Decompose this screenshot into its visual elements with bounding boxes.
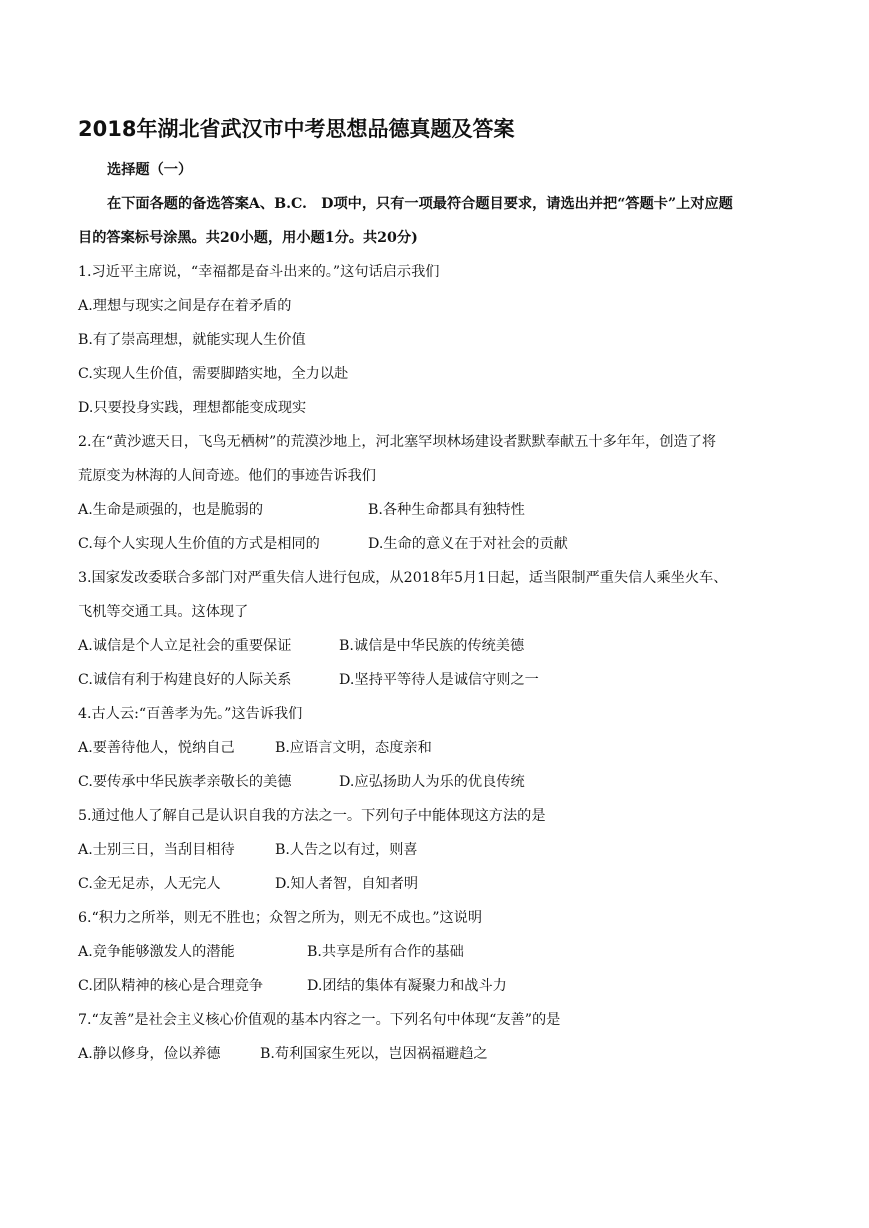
section-heading: 选择题（一） xyxy=(107,162,193,178)
question-2-stem-line-1: 2.在“黄沙遮天日，飞鸟无栖树”的荒漠沙地上，河北塞罕坝林场建设者默默奉献五十多年年，创造了将 xyxy=(78,434,717,450)
question-6-option-a: A.竞争能够激发人的潜能 xyxy=(78,944,235,960)
question-4-option-row-2 xyxy=(78,772,818,792)
question-2-stem-line-2: 荒原变为林海的人间奇迹。他们的事迹告诉我们 xyxy=(78,468,376,484)
question-4-stem: 4.古人云:“百善孝为先。”这告诉我们 xyxy=(78,706,303,722)
question-7-option-b: B.苟利国家生死以，岂因祸福避趋之 xyxy=(260,1046,488,1062)
question-4-option-b: B.应语言文明，态度亲和 xyxy=(275,740,432,756)
question-4-option-a: A.要善待他人，悦纳自己 xyxy=(78,740,235,756)
question-3-option-d: D.坚持平等待人是诚信守则之一 xyxy=(339,672,539,688)
question-5-option-a: A.士别三日，当刮目相待 xyxy=(78,842,235,858)
question-6-option-row-1 xyxy=(78,942,818,962)
question-6-option-d: D.团结的集体有凝聚力和战斗力 xyxy=(307,978,507,994)
question-6-option-c: C.团队精神的核心是合理竞争 xyxy=(78,978,264,994)
question-1-stem: 1.习近平主席说，“幸福都是奋斗出来的。”这句话启示我们 xyxy=(78,264,440,280)
question-3-option-row-2 xyxy=(78,670,818,690)
question-2-option-row-2 xyxy=(78,534,818,554)
question-2-option-d: D.生命的意义在于对社会的贡献 xyxy=(368,536,568,552)
instructions-line-2: 目的答案标号涂黑。共20小题，用小题1分。共20分) xyxy=(78,230,418,246)
question-4-option-c: C.要传承中华民族孝亲敬长的美德 xyxy=(78,774,292,790)
question-6-stem: 6.“积力之所举，则无不胜也；众智之所为，则无不成也。”这说明 xyxy=(78,910,483,926)
question-6-option-row-2 xyxy=(78,976,818,996)
question-7-option-row-1 xyxy=(78,1044,818,1064)
question-2-option-a: A.生命是顽强的，也是脆弱的 xyxy=(78,502,264,518)
question-5-option-row-1 xyxy=(78,840,818,860)
question-1-option-d: D.只要投身实践，理想都能变成现实 xyxy=(78,400,307,416)
question-7-stem: 7.“友善”是社会主义核心价值观的基本内容之一。下列名句中体现“友善”的是 xyxy=(78,1012,561,1028)
question-5-option-b: B.人告之以有过，则喜 xyxy=(275,842,418,858)
question-2-option-c: C.每个人实现人生价值的方式是相同的 xyxy=(78,536,320,552)
question-3-stem-line-1: 3.国家发改委联合多部门对严重失信人进行包成，从2018年5月1日起，适当限制严重失信人乘坐火车、 xyxy=(78,570,728,586)
question-4-option-d: D.应弘扬助人为乐的优良传统 xyxy=(339,774,525,790)
question-5-stem: 5.通过他人了解自己是认识自我的方法之一。下列句子中能体现这方法的是 xyxy=(78,808,546,824)
page-title: 2018年湖北省武汉市中考思想品德真题及答案 xyxy=(78,117,515,141)
question-3-option-b: B.诚信是中华民族的传统美德 xyxy=(339,638,525,654)
question-7-option-a: A.静以修身，俭以养德 xyxy=(78,1046,221,1062)
question-3-option-a: A.诚信是个人立足社会的重要保证 xyxy=(78,638,292,654)
question-2-option-row-1 xyxy=(78,500,818,520)
question-5-option-d: D.知人者智，自知者明 xyxy=(275,876,419,892)
question-1-option-b: B.有了崇高理想，就能实现人生价值 xyxy=(78,332,306,348)
question-3-option-row-1 xyxy=(78,636,818,656)
question-1-option-a: A.理想与现实之间是存在着矛盾的 xyxy=(78,298,292,314)
question-3-stem-line-2: 飞机等交通工具。这体现了 xyxy=(78,604,249,620)
question-5-option-row-2 xyxy=(78,874,818,894)
instructions-line-1: 在下面各题的备选答案A、B.C. D项中，只有一项最符合题目要求，请选出并把“答题卡”上对应题 xyxy=(107,196,733,212)
question-3-option-c: C.诚信有利于构建良好的人际关系 xyxy=(78,672,292,688)
question-6-option-b: B.共享是所有合作的基础 xyxy=(307,944,464,960)
question-1-option-c: C.实现人生价值，需要脚踏实地，全力以赴 xyxy=(78,366,349,382)
question-4-option-row-1 xyxy=(78,738,818,758)
question-5-option-c: C.金无足赤，人无完人 xyxy=(78,876,221,892)
question-2-option-b: B.各种生命都具有独特性 xyxy=(368,502,525,518)
